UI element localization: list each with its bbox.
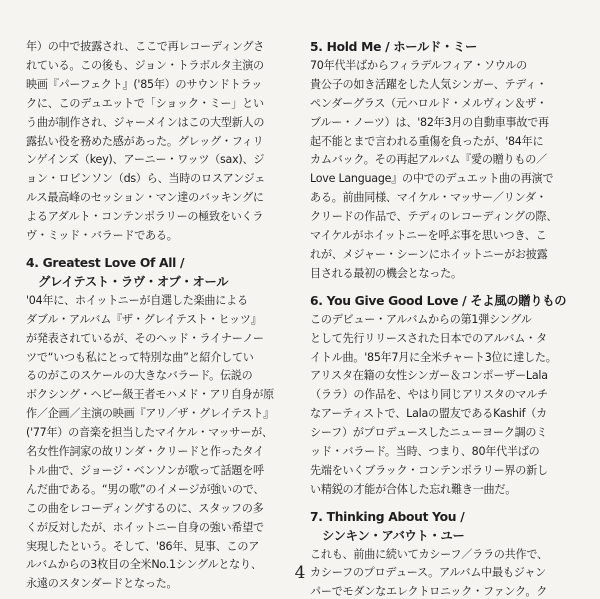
track-5-heading: 5. Hold Me / ホールド・ミー [310, 40, 478, 54]
left-column [26, 38, 292, 594]
track-5-body: 70年代半ばからフィラデルフィア・ソウルの 貴公子の如き活躍をした人気シンガー、テディ・ ペンダーグラス（元ハロルド・メルヴィン＆ザ・ ブルー・ノーツ）は、'82年3月の自動車事故で再 起不能とまで言われる重傷を負ったが、'84年に カムバック。その再起アルバム『愛の贈りもの／ Love Language』の中でのデュエット曲の再演で ある。前曲同様、マイケル・マッサー／リンダ・ クリードの作品で、テディのレコーディングの際、 マイケルがホイットニーを呼ぶ事を思いつき、こ れが、メジャー・シーンにホイットニーがお披露 目される最初の機会となった。 [310, 58, 558, 280]
page-number: 4 [294, 563, 306, 583]
track-4-heading: 4. Greatest Love Of All / グレイテスト・ラヴ・オブ・オール [26, 255, 229, 289]
track-4-body: '04年に、ホイットニーが自選した楽曲による ダブル・アルバム『ザ・グレイテスト・ヒッツ』 が発表されているが、そのヘッド・ライナーノー ツで“いつも私にとって特別な曲”と紹介してい るのがこのスケールの大きなバラード。伝説の ボクシング・ヘビー級王者モハメド・アリ自身が原 作／企画／主演の映画『アリ／ザ・グレイテスト』 ('77年）の音楽を担当したマイケル・マッサーが、 名女性作詞家の故リンダ・クリードと作ったタイ トル曲で、ジョージ・ベンソンが歌って話題を呼 んだ曲である。“男の歌”のイメージが強いので、 この曲をレコーディングするのに、スタッフの多 くが反対したが、ホイットニー自身の強い希望で 実現したという。そして、'86年、見事、このア ルバムからの3枚目の全米No.1シングルとなり、 永遠のスタンダードとなった。 [26, 293, 275, 591]
intro-paragraph: 年）の中で披露され、ここで再レコーディングさ れている。この後も、ジョン・トラボルタ主演の 映画『パーフェクト』('85年）のサウンドトラッ クに、このデュエットで「ショック・ミー」とい う曲が制作され、ジャーメインはこの大型新人の 露払い役を務めた感があった。グレッグ・フィリ ンゲインズ（key)、アーニー・ワッツ（sax)、ジ ョン・ロビンソン（ds）ら、当時のロスアンジェ ルス最高峰のセッション・マン達のバッキングに よるアダルト・コンテンポラリーの極致をいくラ ヴ・ミッド・バラードである。 [26, 40, 266, 243]
right-column [310, 38, 578, 599]
track-7-heading: 7. Thinking About You / シンキン・アバウト・ユー [310, 509, 465, 543]
track-7-body: これも、前曲に続いてカシーフ／ララの共作で、 カシーフのプロデュース。アルバム中最もジャン パーでモダンなエレクトロニック・ファンク。ク [310, 547, 548, 599]
track-6-body: このデビュー・アルバムからの第1弾シングル として先行リリースされた日本でのアルバム・タ イトル曲。'85年7月に全米チャート3位に達した。 アリスタ在籍の女性シンガー＆コンポーザーLala （ララ）の作品を、やはり同じアリスタのマルチ なアーティストで、Lalaの盟友であるKashif（カ シーフ）がプロデュースしたニューヨーク調のミ ッド・バラード。当時、つまり、80年代半ばの 先端をいくブラック・コンテンポラリー界の新し い精鋭の才能が合体した忘れ難き一曲だ。 [310, 312, 557, 496]
track-6-heading: 6. You Give Good Love / そよ風の贈りもの [310, 293, 567, 308]
